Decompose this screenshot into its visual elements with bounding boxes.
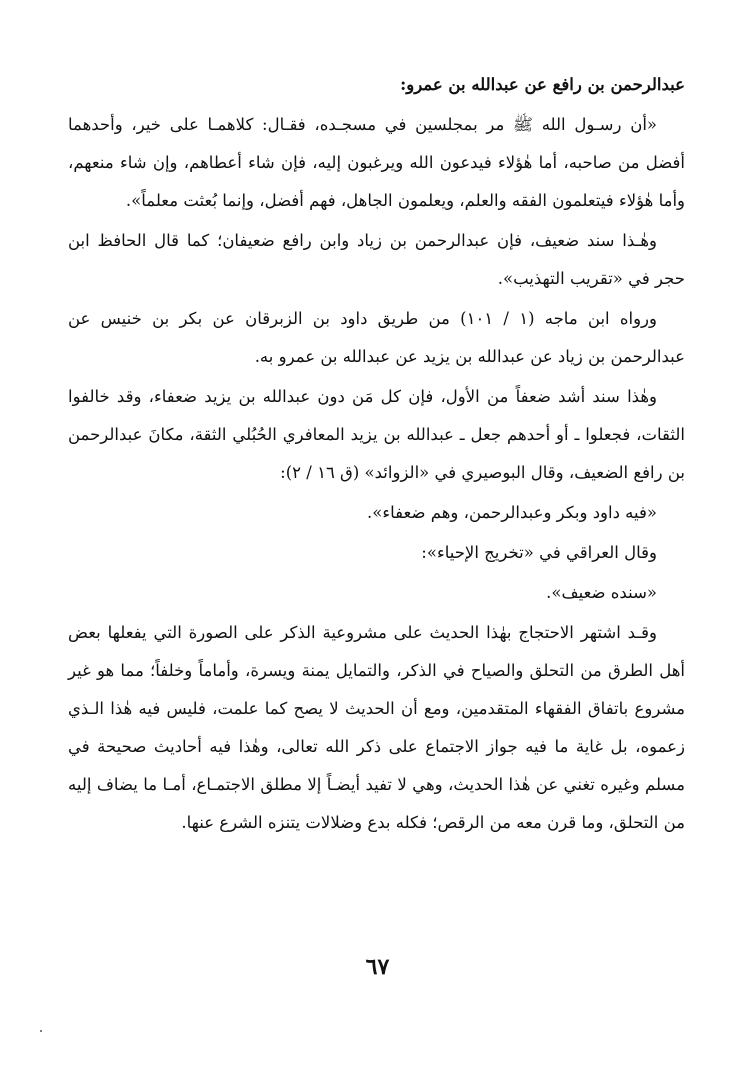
hadith-quote: «أن رسـول الله ﷺ مر بمجلسين في مسجـده، فقـال: كلاهمـا على خير، وأحدهما أفضل من صاحبه، أما هٰؤلاء فيدعون الله ويرغبون إليه، فإن شاء أعطاهم، وإن شاء منعهم، وأما هٰؤلاء فيتعلمون الفقه والعلم، ويعلمون الجاهل، فهم أفضل، وإنما بُعثت معلماً». xyxy=(68,115,685,210)
busiri-quote: «فيه داود وبكر وعبدالرحمن، وهم ضعفاء». xyxy=(367,503,657,522)
iraqi-intro: وقال العراقي في «تخريج الإحياء»: xyxy=(421,543,657,562)
paragraph-conclusion: وقـد اشتهر الاحتجاج بهٰذا الحديث على مشروعية الذكر على الصورة التي يفعلها بعض أهل الطرق من التحلق والصياح في الذكر، والتمايل يمنة ويسرة، وأماماً وخلفاً؛ مما هو غير مشروع باتفاق الفقهاء المتقدمين، ومع أن الحديث لا يصح كما علمت، فليس فيه هٰذا الـذي زعموه، بل غاية ما فيه جواز الاجتماع على ذكر الله تعالى، وهٰذا فيه أحاديث صحيحة في مسلم وغيره تغني عن هٰذا الحديث، وهي لا تفيد أيضـاً إلا مطلق الاجتمـاع، أمـا ما يضاف إليه من التحلق، وما قرن معه من الرقص؛ فكله بدع وضلالات يتنزه الشرع عنها. xyxy=(68,623,685,832)
section-heading: عبدالرحمن بن رافع عن عبدالله بن عمرو: xyxy=(400,75,685,94)
paragraph-weaker-chain: وهٰذا سند أشد ضعفاً من الأول، فإن كل مَن دون عبدالله بن يزيد ضعفاء، وقد خالفوا الثقات، فجعلوا ـ أو أحدهم جعل ـ عبدالله بن يزيد المعافري الحُبُلي الثقة، مكانَ عبدالرحمن بن رافع الضعيف، وقال البوصيري في «الزوائد» (ق ١٦ / ٢): xyxy=(68,387,685,482)
page-number: ٦٧ xyxy=(365,954,390,980)
paragraph-ibn-majah: ورواه ابن ماجه (١ / ١٠١) من طريق داود بن الزبرقان عن بكر بن خنيس عن عبدالرحمن بن زياد عن عبدالله بن يزيد عن عبدالله بن عمرو به. xyxy=(68,309,685,366)
paragraph-weakness-note: وهٰـذا سند ضعيف، فإن عبدالرحمن بن زياد وابن رافع ضعيفان؛ كما قال الحافظ ابن حجر في «تقريب التهذيب». xyxy=(68,231,685,288)
scan-speck xyxy=(40,1030,42,1032)
iraqi-quote: «سنده ضعيف». xyxy=(546,583,657,602)
